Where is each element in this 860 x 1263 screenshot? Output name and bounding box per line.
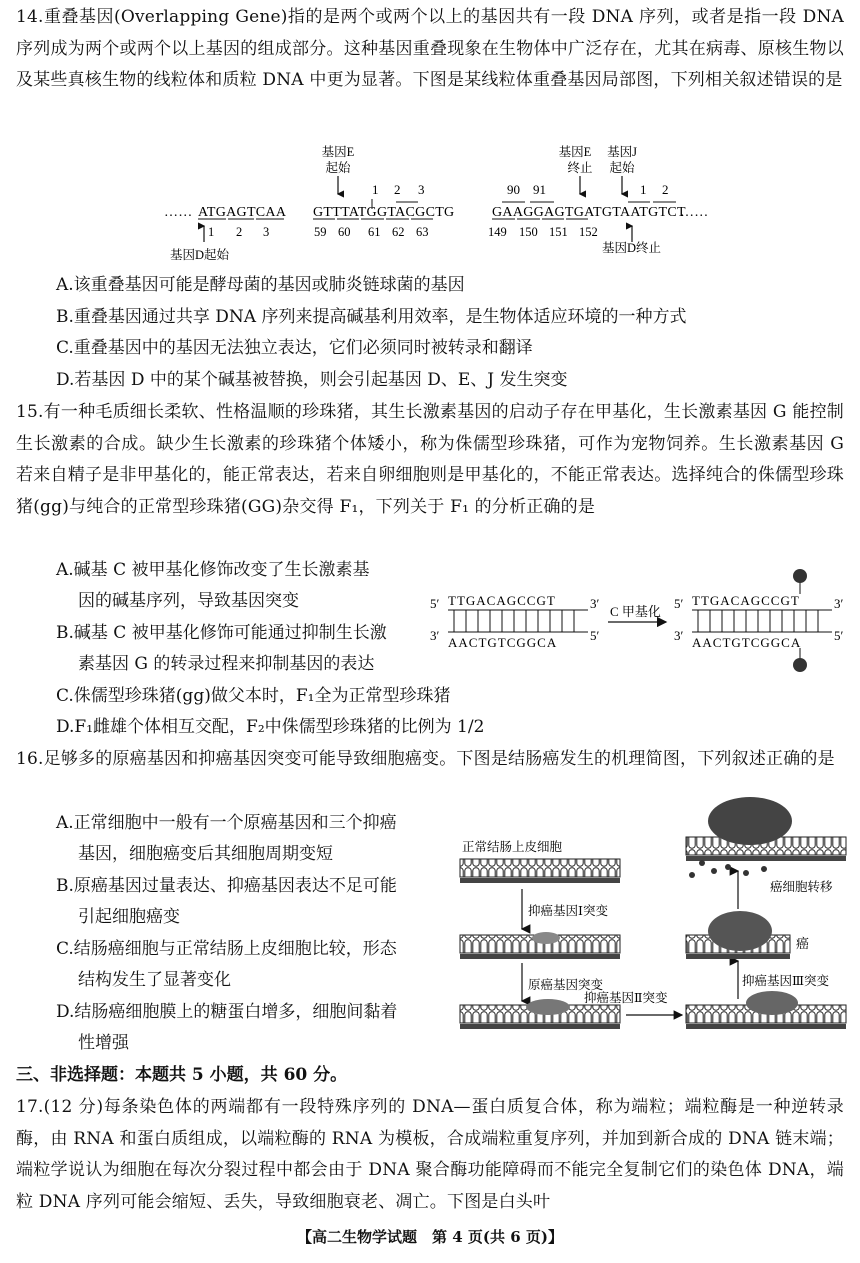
q16-option-b: B.原癌基因过量表达、抑癌基因表达不足可能 bbox=[56, 876, 397, 896]
codon-d-3: 3 bbox=[263, 225, 270, 239]
bottom-strand-before: AACTGTCGGCA bbox=[448, 635, 558, 650]
step4-label: 抑癌基因Ⅲ突变 bbox=[742, 974, 830, 988]
metastasis-label: 癌细胞转移 bbox=[770, 880, 833, 894]
codon-d-61: 61 bbox=[368, 225, 381, 239]
q14-option-a: A.该重叠基因可能是酵母菌的基因或肺炎链球菌的基因 bbox=[56, 275, 465, 295]
codon-e-90: 90 bbox=[507, 182, 520, 197]
gene-e-end-label: 基因E bbox=[558, 145, 592, 159]
bottom-strand-after: AACTGTCGGCA bbox=[692, 635, 802, 650]
overlapping-gene-figure bbox=[150, 142, 730, 270]
q16-option-c: C.结肠癌细胞与正常结肠上皮细胞比较，形态 bbox=[56, 939, 397, 959]
gene-d-end-label: 基因D终止 bbox=[602, 241, 662, 255]
dots-end: …… bbox=[680, 205, 709, 220]
q15-stem: 15.有一种毛质细长柔软、性格温顺的珍珠猪，其生长激素基因的启动子存在甲基化，生长激素基因 G 能控制生长激素的合成。缺少生长激素的珍珠猪个体矮小，称为侏儒型珍珠猪，可作为宠物饲养。生长激素基因 G 若来自精子是非甲基化的，能正常表达，若来自卵细胞则是甲基化的，不能正常表达。选择纯合的侏儒型珍珠猪(gg)与纯合的正常型珍珠猪(GG)杂交得 F₁，下列关于 F₁ 的分析正确的是 bbox=[16, 402, 844, 517]
methyl-group-top bbox=[793, 569, 807, 583]
codon-e-3: 3 bbox=[418, 182, 425, 197]
codon-d-62: 62 bbox=[392, 225, 405, 239]
q15-option-d: D.F₁雌雄个体相互交配，F₂中侏儒型珍珠猪的比例为 1/2 bbox=[56, 717, 485, 737]
gene-d-start-label: 基因D起始 bbox=[170, 248, 230, 262]
codon-e-1: 1 bbox=[372, 182, 379, 197]
three-prime-label-d: 3′ bbox=[674, 628, 684, 643]
methyl-group-bottom bbox=[793, 658, 807, 672]
five-prime-label-d: 5′ bbox=[834, 628, 844, 643]
step3-label: 抑癌基因Ⅱ突变 bbox=[584, 991, 668, 1005]
step1-label: 抑癌基因Ⅰ突变 bbox=[528, 904, 608, 918]
codon-j-2: 2 bbox=[662, 182, 669, 197]
gene-e-start-label: 基因E bbox=[321, 145, 355, 159]
step2-label: 原癌基因突变 bbox=[528, 978, 604, 992]
three-prime-label: 3′ bbox=[590, 596, 600, 611]
q15-option-a: A.碱基 C 被甲基化修饰改变了生长激素基 bbox=[56, 560, 370, 580]
q14-option-b: B.重叠基因通过共享 DNA 序列来提高碱基利用效率，是生物体适应环境的一种方式 bbox=[56, 307, 687, 327]
q14-stem: 14.重叠基因(Overlapping Gene)指的是两个或两个以上的基因共有一段 DNA 序列，或者是指一段 DNA 序列成为两个或两个以上基因的组成部分。这种基因重叠现象在生物体中广泛存在，尤其在病毒、原核生物以及某些真核生物的线粒体和质粒 DNA 中更为显著。下图是某线粒体重叠基因局部图，下列相关叙述错误的是 bbox=[16, 7, 844, 90]
codon-e-91: 91 bbox=[533, 182, 546, 197]
section3-heading: 三、非选择题：本题共 5 小题，共 60 分。 bbox=[16, 1065, 348, 1085]
q16-option-d: D.结肠癌细胞膜上的糖蛋白增多，细胞间黏着 bbox=[56, 1002, 398, 1022]
three-prime-label-c: 3′ bbox=[834, 596, 844, 611]
codon-j-1: 1 bbox=[640, 182, 647, 197]
sequence-3: GAAGGAGTGATGTAATGTCT bbox=[492, 205, 686, 220]
gene-j-start-label-2: 起始 bbox=[609, 161, 635, 175]
q16-option-b-cont: 引起细胞癌变 bbox=[78, 907, 180, 927]
top-strand-after: TTGACAGCCGT bbox=[692, 593, 800, 608]
methylation-arrow-label: C 甲基化 bbox=[610, 604, 661, 619]
cancer-label: 癌 bbox=[796, 936, 810, 951]
codon-d-152: 152 bbox=[579, 225, 598, 239]
gene-e-start-label-2: 起始 bbox=[325, 161, 351, 175]
sequence-2: GTTTATGGTACGCTG bbox=[313, 205, 455, 220]
gene-e-end-label-2: 终止 bbox=[567, 161, 593, 175]
page-footer: 【高二生物学试题 第 4 页(共 6 页)】 bbox=[297, 1228, 563, 1246]
q15-option-a-cont: 因的碱基序列，导致基因突变 bbox=[78, 591, 299, 611]
codon-d-63: 63 bbox=[416, 225, 429, 239]
top-strand-before: TTGACAGCCGT bbox=[448, 593, 556, 608]
q15-option-b-cont: 素基因 G 的转录过程来抑制基因的表达 bbox=[78, 654, 375, 674]
colon-cancer-figure bbox=[456, 795, 852, 1035]
q16-stem: 16.足够多的原癌基因和抑癌基因突变可能导致细胞癌变。下图是结肠癌发生的机理简图，下列叙述正确的是 bbox=[16, 749, 835, 769]
codon-d-60: 60 bbox=[338, 225, 351, 239]
codon-e-2: 2 bbox=[394, 182, 401, 197]
codon-d-59: 59 bbox=[314, 225, 327, 239]
dots-start: …… bbox=[164, 205, 193, 220]
five-prime-label-b: 5′ bbox=[590, 628, 600, 643]
q14-option-d: D.若基因 D 中的某个碱基被替换，则会引起基因 D、E、J 发生突变 bbox=[56, 370, 568, 390]
codon-d-150: 150 bbox=[519, 225, 538, 239]
q15-option-c: C.侏儒型珍珠猪(gg)做父本时，F₁全为正常型珍珠猪 bbox=[56, 686, 451, 706]
q16-option-a-cont: 基因，细胞癌变后其细胞周期变短 bbox=[78, 844, 333, 864]
five-prime-label-c: 5′ bbox=[674, 596, 684, 611]
q17-stem: 17.(12 分)每条染色体的两端都有一段特殊序列的 DNA—蛋白质复合体，称为端粒；端粒酶是一种逆转录酶，由 RNA 和蛋白质组成，以端粒酶的 RNA 为模板，合成端粒重复序列，并加到新合成的 DNA 链末端；端粒学说认为细胞在每次分裂过程中都会由于 DNA 聚合酶功能障碍而不能完全复制它们的染色体 DNA，端粒 DNA 序列可能会缩短、丢失，导致细胞衰老、凋亡。下图是白头叶 bbox=[16, 1097, 844, 1212]
q15-option-b: B.碱基 C 被甲基化修饰可能通过抑制生长激 bbox=[56, 623, 387, 643]
normal-epithelium bbox=[460, 859, 620, 877]
codon-d-151: 151 bbox=[549, 225, 568, 239]
five-prime-label: 5′ bbox=[430, 596, 440, 611]
codon-d-2: 2 bbox=[236, 225, 243, 239]
codon-d-149: 149 bbox=[488, 225, 507, 239]
sequence-1: ATGAGTCAA bbox=[198, 205, 287, 220]
normal-cells-label: 正常结肠上皮细胞 bbox=[462, 840, 563, 854]
q16-option-c-cont: 结构发生了显著变化 bbox=[78, 970, 231, 990]
q14-option-c: C.重叠基因中的基因无法独立表达，它们必须同时被转录和翻译 bbox=[56, 338, 533, 358]
dna-methylation-figure bbox=[428, 564, 848, 674]
gene-j-start-label: 基因J bbox=[607, 145, 637, 159]
q16-option-d-cont: 性增强 bbox=[78, 1033, 129, 1053]
three-prime-label-b: 3′ bbox=[430, 628, 440, 643]
codon-d-1: 1 bbox=[208, 225, 215, 239]
q16-option-a: A.正常细胞中一般有一个原癌基因和三个抑癌 bbox=[56, 813, 397, 833]
